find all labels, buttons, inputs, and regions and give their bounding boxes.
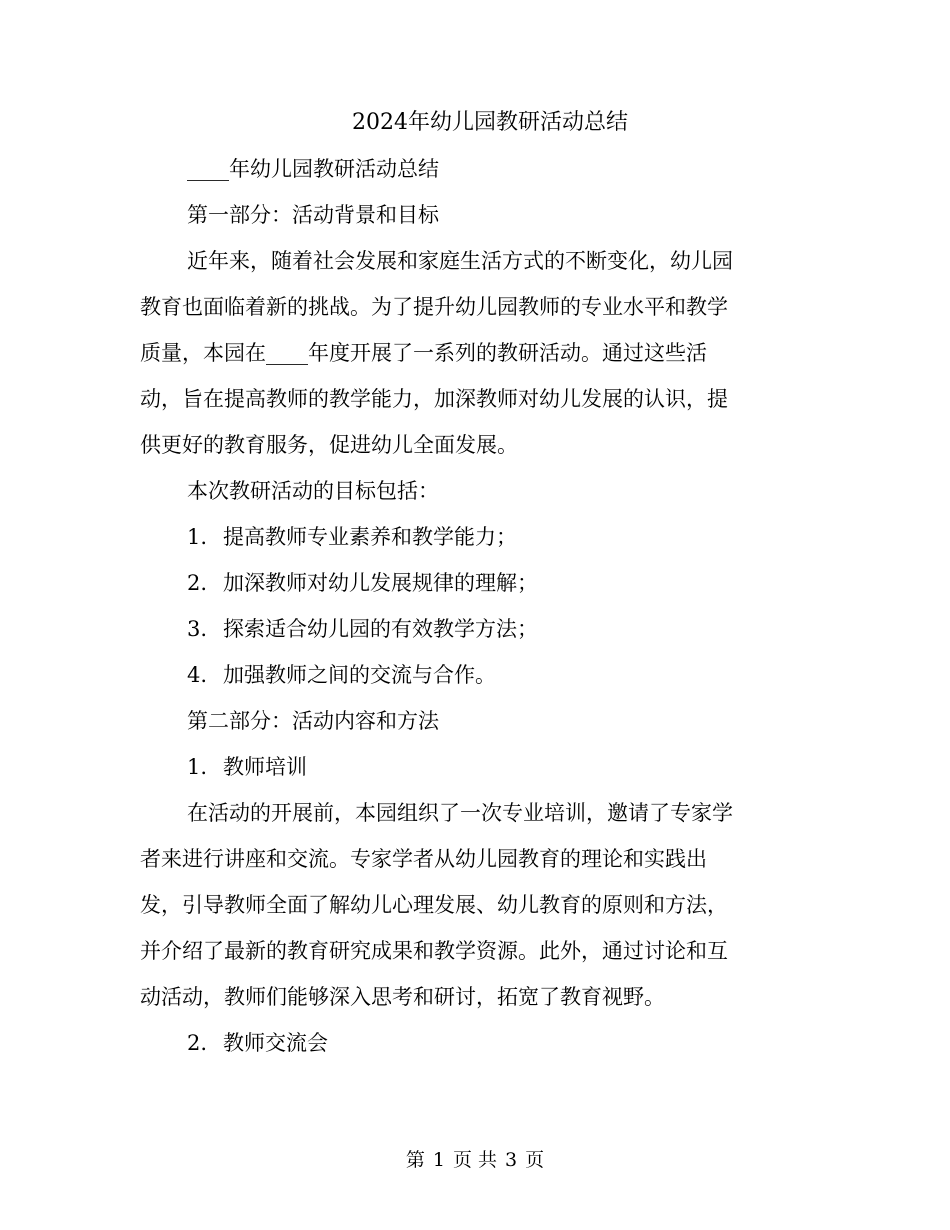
list-number: 1. [187,525,208,549]
item1-paragraph [140,790,800,1020]
goal-item-3 [140,606,800,652]
paragraph-line: 动，旨在提高教师的教学能力，加深教师对幼儿发展的认识，提 [140,387,728,411]
page-label-mid: 页 共 [452,1149,498,1171]
paragraph-line: 供更好的教育服务，促进幼儿全面发展。 [140,433,518,457]
document-subtitle: ____年幼儿园教研活动总结 [187,157,439,181]
page-label-suffix: 页 [525,1149,545,1171]
document-title: 2024年幼儿园教研活动总结 [352,110,628,135]
paragraph-line: 教育也面临着新的挑战。为了提升幼儿园教师的专业水平和教学 [140,295,728,319]
list-text: 加深教师对幼儿发展规律的理解； [223,571,538,595]
page-footer [0,1140,950,1180]
list-number: 3. [187,617,208,641]
list-number: 1. [187,755,208,779]
section1-paragraph [140,238,800,468]
page-label-prefix: 第 [405,1149,425,1171]
list-text: 探索适合幼儿园的有效教学方法； [223,617,538,641]
list-text: 教师交流会 [223,1031,328,1055]
section1-heading: 第一部分：活动背景和目标 [187,203,439,227]
paragraph-line: 发，引导教师全面了解幼儿心理发展、幼儿教育的原则和方法， [140,893,728,917]
item2-heading [140,1020,800,1066]
page-total: 3 [505,1149,518,1171]
list-number: 4. [187,663,208,687]
list-number: 2. [187,1031,208,1055]
item1-heading [140,744,800,790]
paragraph-line: 者来进行讲座和交流。专家学者从幼儿园教育的理论和实践出 [140,847,707,871]
paragraph-line: 并介绍了最新的教育研究成果和教学资源。此外，通过讨论和互 [140,939,728,963]
list-number: 2. [187,571,208,595]
list-text: 提高教师专业素养和教学能力； [223,525,517,549]
paragraph-line: 动活动，教师们能够深入思考和研讨，拓宽了教育视野。 [140,985,665,1009]
goals-intro: 本次教研活动的目标包括： [187,479,439,503]
paragraph-line: 质量，本园在____年度开展了一系列的教研活动。通过这些活 [140,341,707,365]
goal-item-4 [140,652,800,698]
goal-item-1 [140,514,800,560]
document-body [140,100,800,1066]
paragraph-line: 近年来，随着社会发展和家庭生活方式的不断变化，幼儿园 [187,249,733,273]
page-current: 1 [432,1149,445,1171]
paragraph-line: 在活动的开展前，本园组织了一次专业培训，邀请了专家学 [187,801,733,825]
list-text: 加强教师之间的交流与合作。 [223,663,496,687]
list-text: 教师培训 [223,755,307,779]
section2-heading: 第二部分：活动内容和方法 [187,709,439,733]
goal-item-2 [140,560,800,606]
